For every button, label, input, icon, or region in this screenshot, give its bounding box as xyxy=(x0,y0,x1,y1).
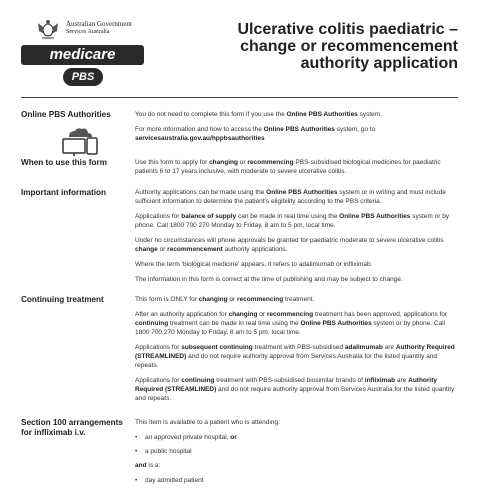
paragraph: The information in this form is correct at the time of publishing and may be subject to change. xyxy=(135,276,403,283)
paragraph: Where the term ‘biological medicine’ appears, it refers to adalimumab or infliximab. xyxy=(135,261,373,268)
header-divider xyxy=(21,97,458,98)
paragraph: Applications for subsequent continuing treatment with PBS-subsidised adalimumab are Authority Required (STREAMLINED) and do not require authority approval from Services Australia for the listed quantity and repeats. xyxy=(135,344,455,369)
section-label: Important information xyxy=(21,188,107,197)
paragraph: Applications for balance of supply can be made in real time using the Online PBS Authorities system or by phone. Call 1800 700 270 Monday to Friday, 8 am to 5 pm, local time. xyxy=(135,213,450,229)
paragraph: Under no circumstances will phone approvals be granted for paediatric moderate to severe ulcerative colitis change or recommencement authority applications. xyxy=(135,237,444,253)
computer-cloud-icon xyxy=(59,127,99,157)
services-link[interactable]: servicesaustralia.gov.au/hppbsauthorities xyxy=(135,135,265,142)
paragraph: You do not need to complete this form if you use the Online PBS Authorities system. xyxy=(135,111,382,118)
paragraph: After an authority application for changing or recommencing treatment has been approved, applications for continuing treatment can be made in real time using the Online PBS Authorities system or by phone. Call 1800 700 270 Monday to Friday, 8 am to 5 pm, local time. xyxy=(135,311,448,336)
paragraph: This item is available to a patient who is attending: xyxy=(135,419,280,426)
section-label xyxy=(21,418,131,438)
list-item: • day admitted patient xyxy=(135,476,461,485)
title-line-3: authority application xyxy=(300,55,458,72)
gov-line-1: Australian Government xyxy=(66,20,132,28)
paragraph: Authority applications can be made using the Online PBS Authorities system or in writing and must include sufficient information to determine the patient’s eligibility according to the PBS criteria. xyxy=(135,189,446,205)
title-line-2: change or recommencement xyxy=(240,38,458,55)
form-header xyxy=(0,0,480,96)
paragraph: Use this form to apply for changing or recommencing PBS-subsidised biological medicines for paediatric patients 6 to 17 years inclusive, with moderate to severe ulcerative colitis. xyxy=(135,159,441,175)
section-label: When to use this form xyxy=(21,158,107,167)
section-content xyxy=(135,110,461,149)
gov-line-2: Services Australia xyxy=(66,29,110,35)
paragraph: Applications for continuing treatment with PBS-subsidised biosimilar brands of infliximab are Authority Required (STREAMLINED) and do not require authority approval from Services Australia for the listed quantity and repeats. xyxy=(135,377,455,402)
paragraph: and is a: xyxy=(135,462,161,469)
paragraph: For more information and how to access the Online PBS Authorities system, go to servicesaustralia.gov.au/hppbsauthorities xyxy=(135,126,376,142)
pbs-logo: PBS xyxy=(63,68,103,86)
label-line-1: Section 100 arrangements xyxy=(21,418,123,427)
section-content xyxy=(135,295,461,409)
form-title xyxy=(198,21,458,72)
section-label: Online PBS Authorities xyxy=(21,110,111,119)
list-item: • a public hospital xyxy=(135,447,461,456)
section-content xyxy=(135,188,461,290)
section-label: Continuing treatment xyxy=(21,295,104,304)
government-wordmark xyxy=(66,20,132,36)
section-content xyxy=(135,418,461,490)
medicare-logo: medicare xyxy=(21,45,144,65)
coat-of-arms-icon xyxy=(36,19,60,41)
paragraph: This form is ONLY for changing or recommencing treatment. xyxy=(135,296,315,303)
label-line-2: for infliximab i.v. xyxy=(21,428,86,437)
list-item: • an approved private hospital, or xyxy=(135,433,461,442)
title-line-1: Ulcerative colitis paediatric – xyxy=(237,21,458,38)
section-content xyxy=(135,158,461,182)
